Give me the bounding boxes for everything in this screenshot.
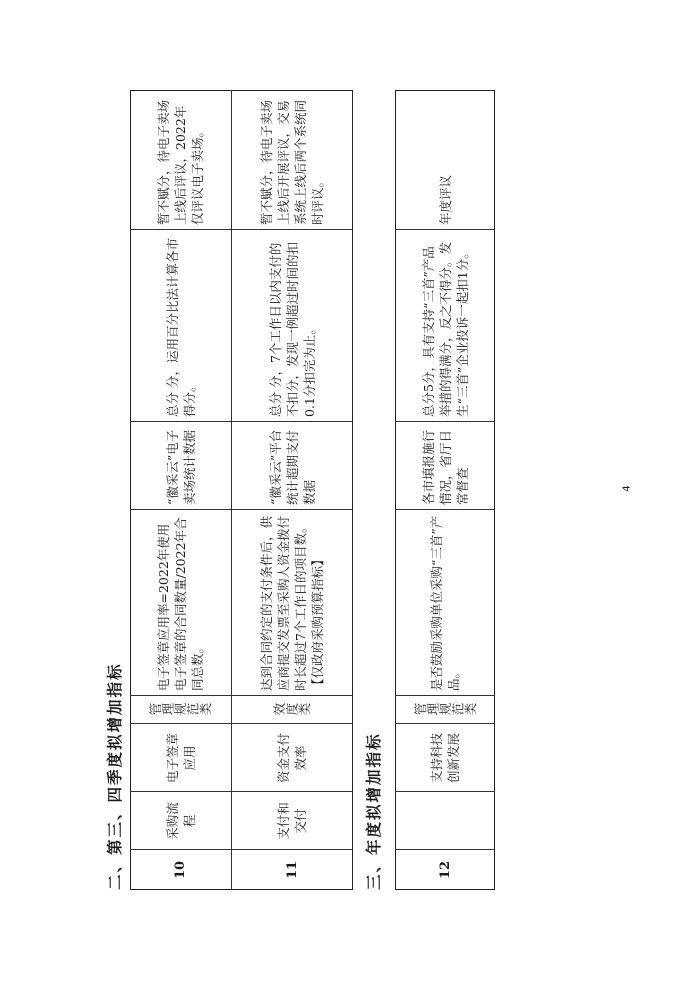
definition-cell: 电子签章应用率=2022年使用电子签章的合同数量/2022年合同总数。 — [156, 517, 205, 691]
definition-cell: 达到合同约定的支付条件后，供应商提交发票至采购人资金拨付时长超过7个工作日的项目数。【仅政府采购预算指标】 — [259, 515, 325, 691]
category-cell — [395, 792, 495, 850]
section-heading-2: 二、第三、四季度拟增加指标 — [106, 662, 124, 890]
category-cell: 支付和交付 — [276, 802, 308, 840]
type-text: 管理规范类 — [149, 702, 212, 717]
remark-cell: 暂不赋分，待电子卖场上线后开展评议，交易系统上线后两个系统同时评议。 — [259, 99, 325, 225]
source-cell: “徽采云”电子卖场统计数据 — [164, 429, 197, 505]
page-number: 4 — [621, 485, 633, 492]
type-text: 效度类 — [273, 702, 311, 717]
category-cell: 采购流程 — [164, 802, 197, 840]
type-text: 管理规范类 — [413, 702, 477, 717]
type-cell — [395, 696, 495, 724]
row-number: 10 — [173, 860, 188, 880]
type-cell — [130, 696, 231, 724]
indicator-cell: 支持科技创新发展 — [429, 733, 461, 784]
definition-cell: 是否鼓励采购单位采购“三首”产品。 — [429, 515, 461, 691]
row-number: 12 — [437, 860, 453, 880]
rotated-table-page — [100, 90, 500, 890]
source-cell: “徽采云”平台统计超期支付数据 — [267, 429, 317, 505]
indicator-cell: 资金支付效率 — [276, 733, 308, 784]
source-cell: 各市填报施行情况，省厅日常督查 — [420, 429, 470, 505]
remark-cell: 年度评议 — [437, 174, 453, 225]
row-number: 11 — [284, 860, 300, 880]
remark-cell: 暂不赋分，待电子卖场上线后评议，2022年仅评议电子卖场。 — [156, 99, 205, 225]
scoring-cell: 总分 分，7个工作日以内支付的不扣分，发现一例超过时间的扣0.1分扣完为止。 — [267, 241, 317, 417]
type-cell — [231, 696, 353, 724]
section-heading-3: 三、年度拟增加指标 — [365, 732, 383, 890]
scoring-cell: 总分 分，运用百分比法计算各市得分。 — [164, 238, 197, 417]
indicator-cell: 电子签章应用 — [164, 733, 197, 784]
scoring-cell: 总分5分，具有支持“三首”产品举措的得满分，反之不得分。发生“三首”企业投诉一起扣1分。 — [420, 241, 470, 417]
